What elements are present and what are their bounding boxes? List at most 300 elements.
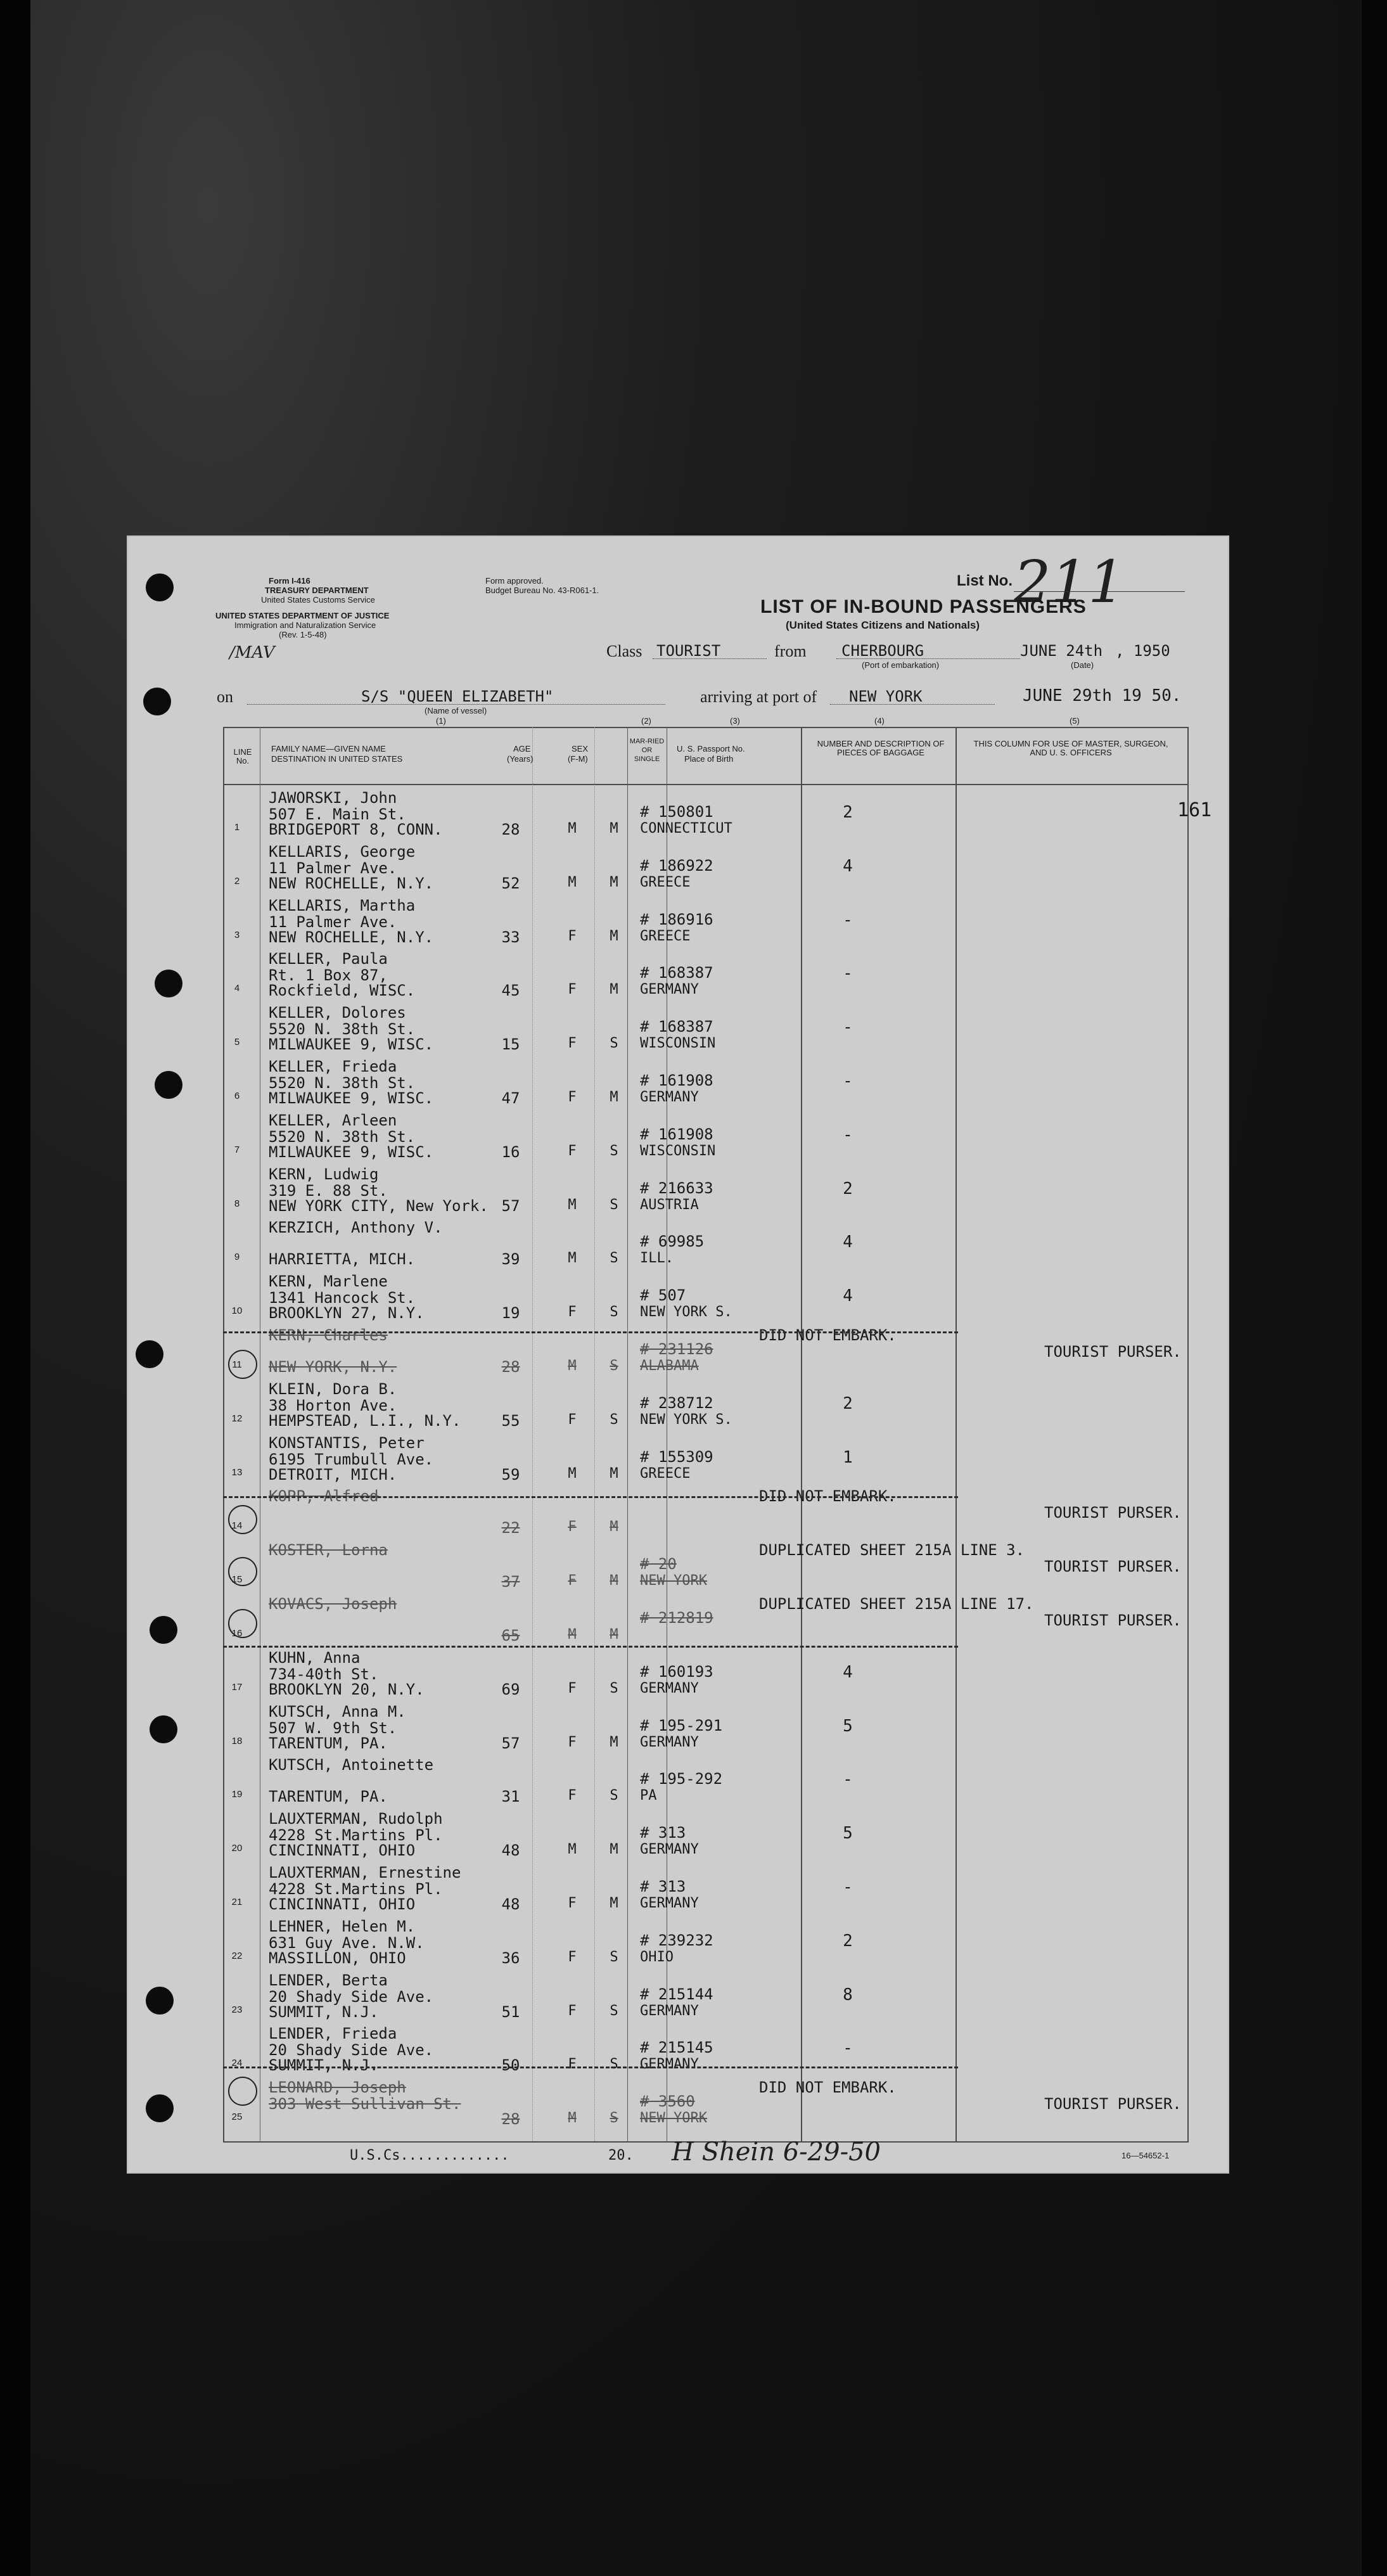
table-row: [227, 2076, 1184, 2128]
list-no-label: List No.: [957, 572, 1013, 589]
baggage-count: 2: [843, 803, 853, 822]
header-line-no: LINE No.: [233, 747, 252, 766]
marital-status: S: [610, 1411, 618, 1428]
officer-note: TOURIST PURSER.: [1044, 1558, 1182, 1576]
destination-city: CINCINNATI, OHIO: [269, 1842, 416, 1860]
passport-number: # 238712: [640, 1394, 713, 1412]
destination-city: NEW YORK CITY, New York.: [269, 1196, 489, 1215]
line-number: 18: [231, 1735, 243, 1746]
age-value: 37: [501, 1573, 520, 1591]
destination-city: NEW ROCHELLE, N.Y.: [269, 928, 434, 946]
place-of-birth: ILL.: [640, 1250, 674, 1267]
place-of-birth: GREECE: [640, 1465, 691, 1482]
header-sex-unit: (F-M): [568, 754, 588, 764]
place-of-birth: NEW YORK S.: [640, 1411, 732, 1428]
baggage-count: 2: [843, 1931, 853, 1951]
destination-city: DETROIT, MICH.: [269, 1465, 397, 1483]
ins-label: Immigration and Naturalization Service: [234, 620, 376, 630]
destination-city: BROOKLYN 20, N.Y.: [269, 1680, 425, 1698]
sex-value: M: [568, 1465, 577, 1482]
table-row: [227, 1700, 1184, 1752]
street-address: 507 W. 9th St.: [269, 1719, 397, 1737]
table-row: [227, 1969, 1184, 2021]
destination-city: HARRIETTA, MICH.: [269, 1250, 416, 1269]
destination-city: SUMMIT, N.J.: [269, 2056, 379, 2075]
marital-status: S: [610, 2110, 618, 2127]
baggage-count: -: [843, 964, 853, 984]
punch-hole: [150, 1715, 177, 1743]
destination-city: MASSILLON, OHIO: [269, 1949, 406, 1967]
punch-hole: [146, 1987, 174, 2015]
destination-city: CINCINNATI, OHIO: [269, 1895, 416, 1913]
age-value: 55: [501, 1411, 520, 1430]
passenger-name: KELLARIS, Martha: [269, 896, 416, 914]
line-number: 16: [231, 1628, 243, 1639]
destination-city: NEW ROCHELLE, N.Y.: [269, 874, 434, 892]
age-value: 48: [501, 1895, 520, 1913]
header-officers: THIS COLUMN FOR USE OF MASTER, SURGEON, AND U. S. OFFICERS: [973, 739, 1168, 757]
age-value: 51: [501, 2002, 520, 2021]
marital-status: S: [610, 1250, 618, 1267]
table-row: [227, 1001, 1184, 1053]
passenger-name: LEONARD, Joseph: [269, 2079, 406, 2097]
passenger-name: LENDER, Berta: [269, 1971, 388, 1989]
table-row: [227, 1055, 1184, 1107]
marital-status: S: [610, 1680, 618, 1696]
passenger-name: KERN, Marlene: [269, 1272, 388, 1291]
street-address: 5520 N. 38th St.: [269, 1020, 416, 1039]
marital-status: M: [610, 1842, 618, 1858]
marital-status: S: [610, 1035, 618, 1052]
passenger-name: LEHNER, Helen M.: [269, 1917, 416, 1935]
line-number: 3: [234, 929, 240, 940]
place-of-birth: AUSTRIA: [640, 1196, 699, 1213]
revision-label: (Rev. 1-5-48): [279, 630, 327, 639]
col-num-1: (1): [436, 716, 446, 726]
header-married: MAR-RIED OR SINGLE: [629, 738, 665, 763]
sex-value: F: [568, 1519, 577, 1535]
street-address: 4228 St.Martins Pl.: [269, 1826, 443, 1845]
age-value: 65: [501, 1627, 520, 1644]
baggage-count: 8: [843, 1985, 853, 2004]
table-row: [227, 840, 1184, 892]
marital-status: M: [610, 1089, 618, 1105]
destination-city: NEW YORK, N.Y.: [269, 1358, 397, 1376]
form-title: LIST OF IN-BOUND PASSENGERS: [760, 596, 1087, 617]
row-note: DUPLICATED SHEET 215A LINE 17.: [759, 1595, 1034, 1613]
marital-status: M: [610, 821, 618, 836]
passport-number: # 239232: [640, 1931, 713, 1949]
sex-value: M: [568, 2110, 577, 2127]
baggage-count: -: [843, 1125, 853, 1144]
passport-number: # 155309: [640, 1447, 713, 1466]
place-of-birth: GREECE: [640, 928, 691, 944]
destination-city: MILWAUKEE 9, WISC.: [269, 1035, 434, 1054]
marital-status: S: [610, 1788, 618, 1804]
passenger-name: KUHN, Anna: [269, 1648, 361, 1667]
age-value: 47: [501, 1089, 520, 1107]
passport-number: # 186916: [640, 910, 713, 928]
age-value: 16: [501, 1143, 520, 1161]
place-of-birth: NEW YORK S.: [640, 1304, 732, 1321]
form-code: 16—54652-1: [1122, 2151, 1170, 2160]
passenger-name: KELLER, Dolores: [269, 1004, 406, 1022]
table-row: [227, 1807, 1184, 1859]
table-row: [227, 1485, 1184, 1537]
row-note: DID NOT EMBARK.: [759, 2079, 897, 2097]
place-of-birth: GERMANY: [640, 1089, 699, 1105]
sex-value: M: [568, 821, 577, 836]
marital-status: M: [610, 1734, 618, 1750]
punch-hole: [150, 1616, 177, 1644]
sex-value: F: [568, 1895, 577, 1911]
justice-label: UNITED STATES DEPARTMENT OF JUSTICE: [215, 611, 390, 620]
passenger-name: KELLER, Frieda: [269, 1058, 397, 1075]
passport-number: # 216633: [640, 1179, 713, 1197]
age-value: 52: [501, 874, 520, 892]
age-value: 59: [501, 1465, 520, 1483]
marital-status: M: [610, 1895, 618, 1911]
table-row: [227, 947, 1184, 999]
passenger-name: KERZICH, Anthony V.: [269, 1219, 443, 1237]
passenger-name: KUTSCH, Antoinette: [269, 1756, 434, 1774]
place-of-birth: WISCONSIN: [640, 1035, 716, 1052]
age-value: 39: [501, 1250, 520, 1269]
from-label: from: [774, 642, 807, 660]
table-row: [227, 894, 1184, 946]
vessel-caption: (Name of vessel): [425, 706, 487, 715]
street-address: 507 E. Main St.: [269, 805, 406, 823]
passport-number: # 195-291: [640, 1716, 723, 1734]
marital-status: M: [610, 982, 618, 998]
passenger-name: KUTSCH, Anna M.: [269, 1702, 406, 1721]
street-address: 319 E. 88 St.: [269, 1181, 388, 1200]
street-address: 20 Shady Side Ave.: [269, 2041, 434, 2060]
table-row: [227, 1216, 1184, 1268]
line-number: 6: [234, 1091, 240, 1101]
uscs-label: U.S.Cs.............: [350, 2148, 509, 2163]
street-address: 303 West Sullivan St.: [269, 2095, 461, 2113]
baggage-count: -: [843, 910, 853, 930]
passport-number: # 168387: [640, 1018, 713, 1036]
line-number: 8: [234, 1198, 240, 1209]
circle-mark: [228, 1557, 257, 1586]
place-of-birth: WISCONSIN: [640, 1143, 716, 1159]
passenger-name: KLEIN, Dora B.: [269, 1380, 397, 1398]
sex-value: F: [568, 1788, 577, 1804]
sex-value: F: [568, 1143, 577, 1159]
passport-number: # 215145: [640, 2039, 713, 2057]
header-birthplace: Place of Birth: [684, 754, 734, 764]
punch-hole: [146, 574, 174, 601]
circle-mark: [228, 1609, 257, 1638]
budget-number: Budget Bureau No. 43-R061-1.: [485, 586, 599, 595]
officer-note: TOURIST PURSER.: [1044, 2095, 1182, 2113]
baggage-count: -: [843, 1072, 853, 1091]
row-note: DID NOT EMBARK.: [759, 1487, 897, 1506]
baggage-count: 2: [843, 1179, 853, 1198]
header-name: FAMILY NAME—GIVEN NAME: [271, 744, 386, 753]
header-destination: DESTINATION IN UNITED STATES: [271, 754, 403, 764]
passenger-name: LAUXTERMAN, Ernestine: [269, 1864, 461, 1881]
header-sex: SEX: [572, 744, 589, 753]
street-address: Rt. 1 Box 87,: [269, 966, 388, 985]
passenger-name: LAUXTERMAN, Rudolph: [269, 1810, 443, 1828]
age-value: 45: [501, 982, 520, 1000]
table-row: [227, 1109, 1184, 1161]
departure-year: , 1950: [1115, 642, 1170, 660]
sex-value: M: [568, 1627, 577, 1643]
sex-value: F: [568, 2056, 577, 2073]
sex-value: F: [568, 2002, 577, 2019]
passport-number: # 507: [640, 1286, 686, 1305]
line-number: 2: [234, 875, 240, 887]
street-address: 5520 N. 38th St.: [269, 1127, 416, 1146]
col-num-4: (4): [874, 716, 885, 726]
passenger-name: KERN, Ludwig: [269, 1165, 379, 1183]
age-value: 57: [501, 1196, 520, 1215]
officer-note: TOURIST PURSER.: [1044, 1612, 1182, 1629]
place-of-birth: GREECE: [640, 874, 691, 890]
punch-hole: [155, 970, 182, 997]
baggage-count: -: [843, 1770, 853, 1790]
age-value: 28: [501, 821, 520, 838]
departure-date: JUNE 24th: [1020, 642, 1103, 660]
destination-city: MILWAUKEE 9, WISC.: [269, 1089, 434, 1107]
line-number: 10: [231, 1305, 243, 1317]
line-number: 11: [232, 1359, 242, 1370]
destination-city: BROOKLYN 27, N.Y.: [269, 1304, 425, 1323]
place-of-birth: GERMANY: [640, 1734, 699, 1750]
sex-value: F: [568, 1035, 577, 1052]
film-edge-left: [0, 0, 30, 2576]
place-of-birth: PA: [640, 1788, 657, 1804]
street-address: 20 Shady Side Ave.: [269, 1987, 434, 2006]
baggage-count: 2: [843, 1394, 853, 1413]
destination-city: SUMMIT, N.J.: [269, 2002, 379, 2021]
citizen-count: 20.: [608, 2148, 634, 2163]
officer-note: 161: [1177, 799, 1212, 821]
age-value: 28: [501, 2110, 520, 2129]
line-number: 21: [231, 1897, 243, 1907]
customs-label: United States Customs Service: [261, 595, 375, 605]
circle-mark: [228, 1505, 257, 1534]
table-row: [227, 1432, 1184, 1483]
table-row: [227, 1861, 1184, 1913]
destination-city: TARENTUM, PA.: [269, 1734, 388, 1752]
sex-value: F: [568, 1304, 577, 1321]
sex-value: F: [568, 1734, 577, 1750]
table-row: [227, 1539, 1184, 1591]
line-number: 24: [231, 2058, 243, 2069]
col-num-5: (5): [1070, 716, 1080, 726]
street-address: 11 Palmer Ave.: [269, 859, 397, 877]
passport-number: # 69985: [640, 1233, 705, 1251]
header-age-unit: (Years): [507, 754, 534, 764]
line-number: 23: [231, 2004, 243, 2015]
marital-status: M: [610, 928, 618, 944]
col-num-2: (2): [641, 716, 651, 726]
place-of-birth: CONNECTICUT: [640, 821, 732, 836]
sex-value: F: [568, 928, 577, 944]
date-caption: (Date): [1071, 660, 1094, 670]
street-address: 1341 Hancock St.: [269, 1289, 416, 1307]
table-row: [227, 1753, 1184, 1805]
passport-number: # 186922: [640, 856, 713, 875]
line-number: 20: [231, 1843, 243, 1854]
table-row: [227, 1270, 1184, 1322]
place-of-birth: GERMANY: [640, 2002, 699, 2019]
passport-number: # 215144: [640, 1985, 713, 2003]
age-value: 15: [501, 1035, 520, 1054]
passport-number: # 3560: [640, 2092, 695, 2111]
sex-value: M: [568, 1842, 577, 1858]
street-address: 38 Horton Ave.: [269, 1396, 397, 1414]
table-row: [227, 1592, 1184, 1644]
age-value: 33: [501, 928, 520, 946]
sex-value: F: [568, 1411, 577, 1428]
line-number: 14: [231, 1520, 243, 1532]
passenger-name: JAWORSKI, John: [269, 789, 397, 807]
place-of-birth: GERMANY: [640, 1895, 699, 1911]
line-number: 12: [231, 1413, 243, 1424]
table-row: [227, 786, 1212, 838]
manifest-sheet: [127, 535, 1229, 2174]
circle-mark: [228, 1350, 257, 1379]
destination-city: TARENTUM, PA.: [269, 1788, 388, 1806]
line-number: 25: [231, 2111, 243, 2123]
passport-number: # 150801: [640, 803, 713, 821]
line-number: 7: [234, 1144, 240, 1155]
line-number: 19: [231, 1789, 243, 1800]
row-note: DUPLICATED SHEET 215A LINE 3.: [759, 1541, 1025, 1560]
place-of-birth: OHIO: [640, 1949, 674, 1965]
destination-city: HEMPSTEAD, L.I., N.Y.: [269, 1411, 461, 1430]
table-row: [227, 1646, 1184, 1698]
inspector-signature: H Shein 6-29-50: [672, 2137, 881, 2167]
passenger-name: LENDER, Frieda: [269, 2025, 397, 2043]
passenger-name: KELLARIS, George: [269, 842, 416, 861]
marital-status: S: [610, 1196, 618, 1213]
punch-hole: [155, 1071, 182, 1099]
line-number: 4: [234, 983, 240, 994]
place-of-birth: GERMANY: [640, 1842, 699, 1858]
place-of-birth: GERMANY: [640, 2056, 699, 2073]
passenger-name: KONSTANTIS, Peter: [269, 1433, 425, 1452]
passport-number: # 161908: [640, 1072, 713, 1089]
row-note: DID NOT EMBARK.: [759, 1326, 897, 1344]
table-row: [227, 1915, 1184, 1967]
marital-status: S: [610, 1143, 618, 1159]
passenger-name: KELLER, Arleen: [269, 1111, 397, 1129]
col-num-3: (3): [730, 716, 740, 726]
class-value: TOURIST: [656, 642, 721, 660]
marital-status: S: [610, 1358, 618, 1374]
passport-number: # 168387: [640, 964, 713, 982]
form-subtitle: (United States Citizens and Nationals): [786, 619, 980, 631]
form-number: Form I-416: [269, 576, 310, 586]
line-number: 5: [234, 1037, 240, 1048]
table-row: [227, 1163, 1184, 1215]
passenger-name: KOVACS, Joseph: [269, 1595, 397, 1613]
baggage-count: 4: [843, 856, 853, 876]
passenger-name: KERN, Charles: [269, 1326, 388, 1344]
line-number: 13: [231, 1466, 243, 1478]
marital-status: M: [610, 1465, 618, 1482]
street-address: 11 Palmer Ave.: [269, 913, 397, 931]
destination-city: BRIDGEPORT 8, CONN.: [269, 821, 443, 838]
line-number: 1: [234, 822, 240, 833]
officer-note: TOURIST PURSER.: [1044, 1343, 1182, 1361]
place-of-birth: NEW YORK: [640, 1573, 707, 1589]
sex-value: F: [568, 1949, 577, 1965]
street-address: 734-40th St.: [269, 1665, 379, 1683]
header-passport: U. S. Passport No.: [677, 744, 745, 753]
baggage-count: -: [843, 2039, 853, 2058]
line-number: 22: [231, 1950, 243, 1961]
punch-hole: [146, 2094, 174, 2122]
list-no-value: 211: [1014, 548, 1125, 616]
arrival-port: NEW YORK: [849, 688, 923, 705]
passenger-name: KELLER, Paula: [269, 950, 388, 968]
passport-number: # 160193: [640, 1662, 713, 1681]
age-value: 36: [501, 1949, 520, 1967]
punch-hole: [143, 688, 171, 715]
passport-number: # 313: [640, 1824, 686, 1842]
table-row: [227, 1378, 1184, 1430]
passport-number: # 313: [640, 1878, 686, 1895]
street-address: 6195 Trumbull Ave.: [269, 1450, 434, 1468]
marital-status: M: [610, 1573, 618, 1589]
sex-value: F: [568, 1089, 577, 1105]
port-embark-caption: (Port of embarkation): [862, 660, 940, 670]
sex-value: M: [568, 1358, 577, 1374]
age-value: 57: [501, 1734, 520, 1752]
marital-status: M: [610, 1627, 618, 1643]
line-number: 15: [231, 1574, 243, 1586]
street-address: 5520 N. 38th St.: [269, 1074, 416, 1092]
header-age: AGE: [513, 744, 531, 753]
age-value: 22: [501, 1519, 520, 1537]
passport-number: # 161908: [640, 1125, 713, 1143]
street-address: 631 Guy Ave. N.W.: [269, 1933, 425, 1952]
marital-status: M: [610, 1519, 618, 1535]
from-value: CHERBOURG: [841, 642, 924, 660]
passport-number: # 231126: [640, 1340, 713, 1358]
vessel-name: S/S "QUEEN ELIZABETH": [361, 688, 554, 705]
officer-note: TOURIST PURSER.: [1044, 1504, 1182, 1522]
destination-city: Rockfield, WISC.: [269, 982, 416, 1000]
baggage-count: -: [843, 1878, 853, 1897]
on-label: on: [217, 688, 233, 706]
age-value: 19: [501, 1304, 520, 1323]
marital-status: M: [610, 874, 618, 890]
sex-value: M: [568, 1196, 577, 1213]
place-of-birth: ALABAMA: [640, 1358, 699, 1374]
line-number: 17: [231, 1681, 243, 1693]
arrival-date: JUNE 29th 19 50.: [1023, 686, 1182, 705]
passport-number: # 20: [640, 1555, 677, 1573]
header-baggage: NUMBER AND DESCRIPTION OF PIECES OF BAGGAGE: [817, 739, 945, 757]
line-number: 9: [234, 1252, 240, 1263]
sex-value: M: [568, 1250, 577, 1267]
marital-status: S: [610, 1949, 618, 1965]
marital-status: S: [610, 1304, 618, 1321]
passport-number: # 195-292: [640, 1770, 723, 1788]
place-of-birth: NEW YORK: [640, 2110, 707, 2127]
sex-value: F: [568, 982, 577, 998]
baggage-count: 4: [843, 1286, 853, 1306]
